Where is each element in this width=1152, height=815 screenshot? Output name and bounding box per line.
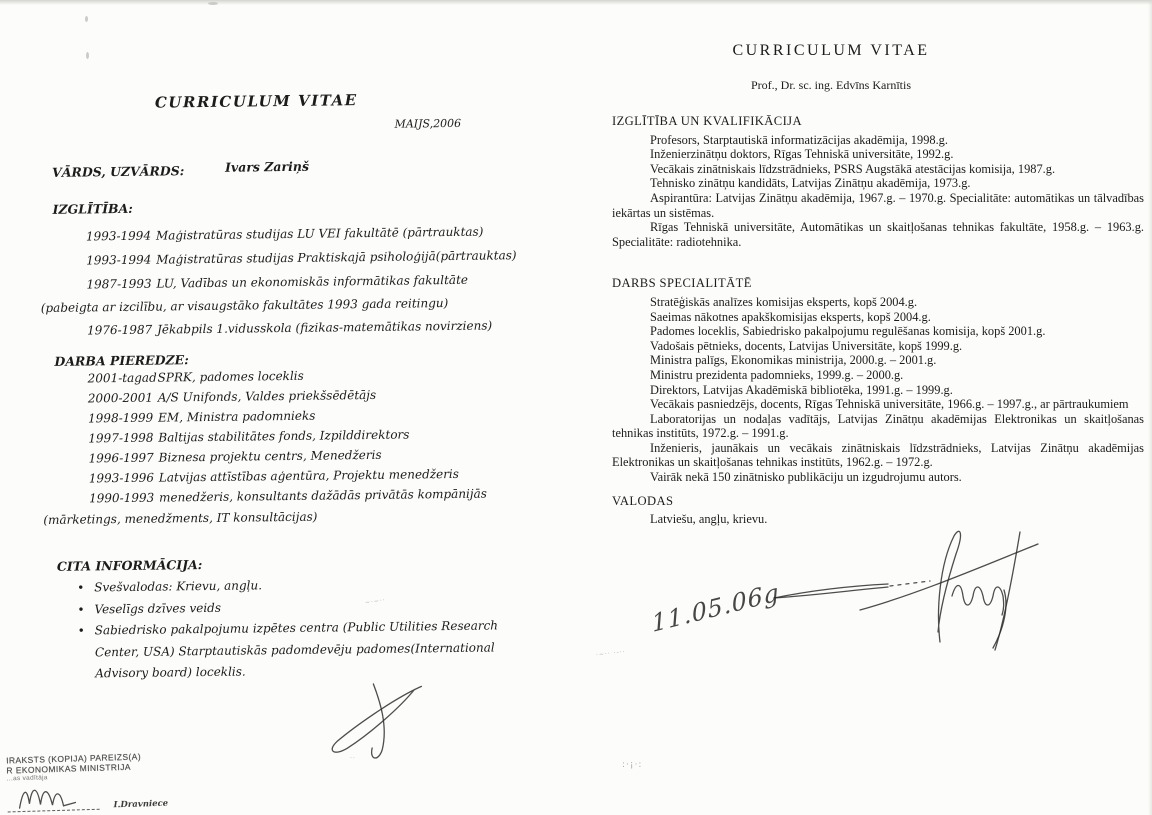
bullet-icon: •	[77, 580, 85, 595]
speciality-item: Direktors, Latvijas Akadēmiskā bibliotēka, 1991.g. – 1999.g.	[650, 382, 953, 397]
speciality-item: Vecākais pasniedzējs, docents, Rīgas Tehniskā universitāte, 1966.g. – 1997.g., ar pārtraukumiem	[650, 397, 1129, 412]
experience-note: (mārketings, menedžments, IT konsultācijas)	[43, 509, 318, 527]
right-page-body	[612, 114, 1144, 527]
speciality-item: Vairāk nekā 150 zinātnisko publikāciju un izgudrojumu autors.	[650, 470, 962, 485]
qualification-item: Tehnisko zinātņu kandidāts, Latvijas Zinātņu akadēmija, 1973.g.	[650, 176, 971, 191]
speciality-item: Padomes loceklis, Sabiedrisko pakalpojumu regulēšanas komisija, kopš 2001.g.	[650, 324, 1046, 339]
experience-years: 1996-1997	[88, 450, 154, 466]
scan-speck	[86, 52, 89, 59]
speciality-heading: DARBS SPECIALITĀTĒ	[612, 276, 752, 291]
handwritten-date: 11.05.06g	[650, 578, 781, 638]
qualification-item: Vecākais zinātniskais līdzstrādnieks, PSRS Augstākā atestācijas komisija, 1987.g.	[650, 161, 1056, 176]
qualification-heading: IZGLĪTĪBA UN KVALIFIKĀCIJA	[612, 114, 802, 128]
education-years: 1976-1987	[86, 322, 153, 338]
experience-text: Latvijas attīstības aģentūra, Projektu menedžeris	[158, 466, 459, 485]
bullet-text: Veselīgs dzīves veids	[94, 600, 222, 616]
certification-stamp	[6, 749, 237, 811]
speciality-item: Saeimas nākotnes apakškomisijas eksperts, kopš 2004.g.	[650, 309, 931, 324]
speciality-item: Stratēģiskās analīzes komisijas eksperts, kopš 2004.g.	[650, 294, 918, 309]
education-text: Maģistratūras studijas Praktiskajā psiholoģijā(pārtrauktas)	[156, 248, 517, 267]
experience-years: 1998-1999	[88, 410, 154, 426]
stamp-line2: R EKONOMIKAS MINISTRIJA	[6, 761, 131, 776]
education-list	[40, 219, 557, 343]
qualification-item: Aspirantūra: Latvijas Zinātņu akadēmija, 1967.g. – 1970.g. Specialitāte: automātikas un tālvadības iekārtas un sistēmas.	[612, 190, 1144, 220]
left-signature-scribble	[321, 678, 442, 764]
stamp-signer-name: I.Dravniece	[113, 798, 169, 811]
other-info-list	[77, 572, 536, 685]
experience-text: A/S Unifonds, Valdes priekšsēdētājs	[157, 387, 377, 405]
education-heading: IZGLĪTĪBA:	[52, 200, 133, 217]
scan-speck	[85, 16, 88, 22]
experience-text: Biznesa projektu centrs, Menedžeris	[158, 447, 382, 465]
bullet-item	[78, 615, 537, 685]
experience-years: 2000-2001	[87, 390, 154, 406]
education-text: LU, Vadības un ekonomiskās informātikas fakultāte	[156, 272, 469, 291]
qualification-item: Profesors, Starptautiskā informatizācijas akadēmija, 1998.g.	[650, 132, 948, 147]
speciality-item: Vadošais pētnieks, docents, Latvijas Universitāte, kopš 1999.g.	[650, 338, 963, 353]
experience-list	[43, 363, 560, 531]
bullet-text: Svešvalodas: Krievu, angļu.	[94, 578, 263, 595]
experience-text: SPRK, padomes loceklis	[157, 368, 304, 385]
scan-smudge: ··	[350, 755, 356, 762]
name-value: Ivars Zariņš	[224, 158, 310, 175]
speciality-item: Laboratorijas un nodaļas vadītājs, Latvijas Zinātņu akadēmijas Elektronikas un skaitļošanas tehnikas institūts, 1972.g. – 1991.g.	[612, 411, 1144, 441]
scan-smudge: ~·~··	[364, 596, 387, 607]
education-years: 1993-1994	[86, 252, 152, 268]
experience-years: 2001-tagad	[87, 370, 157, 386]
languages-heading: VALODAS	[612, 493, 674, 508]
stamp-line3: ...as vadītāja	[6, 774, 48, 783]
speciality-item: Ministru prezidenta padomnieks, 1999.g. – 2000.g.	[650, 367, 904, 382]
experience-text: menedžeris, konsultants dažādās privātās kompānijās	[159, 486, 487, 505]
education-years: 1993-1994	[85, 228, 152, 244]
speciality-item: Inženieris, jaunākais un vecākais zinātniskais līdzstrādnieks, Latvijas Zinātņu akadēmijas Elektronikas un skaitļošanas tehnikas institūts, 1962.g. – 1972.g.	[612, 440, 1144, 470]
experience-years: 1993-1996	[88, 470, 155, 486]
right-page-name: Prof., Dr. sc. ing. Edvīns Karnītis	[751, 78, 911, 92]
stamp-line1: IRAKSTS (KOPIJA) PAREIZS(A)	[6, 751, 142, 766]
bullet-icon: •	[77, 623, 85, 638]
education-years: 1987-1993	[86, 276, 152, 292]
experience-years: 1997-1998	[88, 430, 154, 446]
cv-page-right	[576, 0, 1152, 815]
qualification-item: Inženierzinātņu doktors, Rīgas Tehniskā universitāte, 1992.g.	[650, 147, 954, 162]
experience-years: 1990-1993	[89, 490, 155, 506]
right-signature-scribble	[768, 524, 1060, 654]
scan-smudge: :·¡·:	[622, 760, 643, 770]
experience-text: Baltijas stabilitātes fonds, Izpilddirektors	[158, 427, 410, 445]
education-text: Jēkabpils 1.vidusskola (fizikas-matemātikas novirziens)	[156, 318, 493, 337]
bullet-icon: •	[77, 602, 85, 617]
bullet-text: Sabiedrisko pakalpojumu izpētes centra (Public Utilities Research Center, USA) Starptautiskās padomdevēju padomes(International Advisory board) loceklis.	[94, 618, 499, 681]
name-label: VĀRDS, UZVĀRDS:	[52, 163, 185, 180]
left-page-title: CURRICULUM VITAE	[154, 91, 358, 112]
speciality-item: Ministra palīgs, Ekonomikas ministrija, 2000.g. – 2001.g.	[650, 353, 937, 368]
left-page-date: MAIJS,2006	[394, 116, 462, 131]
education-note: (pabeigta ar izcilību, ar visaugstāko fakultātes 1993 gada reitingu)	[40, 296, 449, 316]
education-text: Maģistratūras studijas LU VEI fakultātē (pārtrauktas)	[155, 224, 484, 243]
experience-heading: DARBA PIEREDZE:	[54, 352, 189, 369]
education-row	[87, 313, 557, 343]
right-page-title: CURRICULUM VITAE	[732, 42, 930, 59]
scan-smudge: ·~·· ·-··	[595, 648, 626, 659]
other-info-heading: CITA INFORMĀCIJA:	[56, 557, 203, 574]
qualification-item: Rīgas Tehniskā universitāte, Automātikas un skaitļošanas tehnikas fakultāte, 1958.g. – 1963.g. Specialitāte: radiotehnika.	[612, 220, 1144, 249]
experience-text: EM, Ministra padomnieks	[158, 408, 316, 425]
languages-text: Latviešu, angļu, krievu.	[650, 512, 768, 527]
stamp-signature-scribble	[15, 781, 86, 811]
scan-speck	[208, 2, 218, 5]
